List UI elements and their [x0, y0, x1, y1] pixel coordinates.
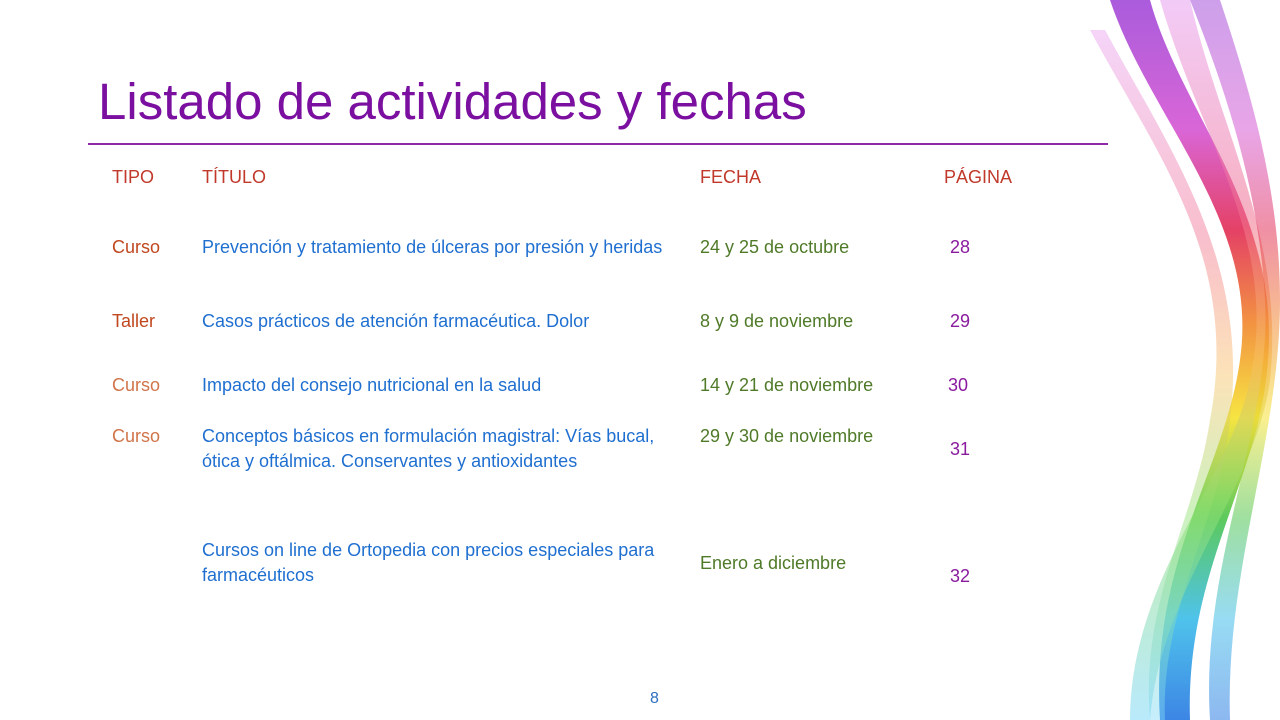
row-pagina: 29	[950, 311, 971, 331]
row-fecha: 24 y 25 de octubre	[700, 237, 850, 257]
row-titulo: Impacto del consejo nutricional en la salud	[202, 375, 542, 395]
row-tipo: Taller	[112, 311, 156, 331]
title-underline	[88, 143, 1108, 145]
row-titulo: Conceptos básicos en formulación magistral: Vías bucal, ótica y oftálmica. Conservantes y antioxidantes	[202, 426, 655, 471]
slide-title: Listado de actividades y fechas	[98, 73, 807, 130]
row-tipo: Curso	[112, 375, 161, 395]
row-fecha: 14 y 21 de noviembre	[700, 375, 874, 395]
row-titulo: Prevención y tratamiento de úlceras por presión y heridas	[202, 237, 663, 257]
row-pagina: 28	[950, 237, 971, 257]
header-pagina: PÁGINA	[944, 167, 1013, 187]
row-titulo: Casos prácticos de atención farmacéutica. Dolor	[202, 311, 590, 331]
header-titulo: TÍTULO	[202, 167, 267, 187]
row-fecha: 29 y 30 de noviembre	[700, 426, 874, 446]
row-fecha: 8 y 9 de noviembre	[700, 311, 854, 331]
row-titulo: Cursos on line de Ortopedia con precios especiales para farmacéuticos	[202, 540, 655, 585]
row-tipo: Curso	[112, 426, 161, 446]
header-tipo: TIPO	[112, 167, 155, 187]
row-pagina: 32	[950, 566, 971, 586]
rainbow-ribbon-decoration	[1090, 0, 1280, 720]
row-pagina: 30	[948, 375, 969, 395]
row-tipo: Curso	[112, 237, 161, 257]
row-pagina: 31	[950, 439, 971, 459]
slide-number: 8	[650, 690, 659, 707]
row-fecha: Enero a diciembre	[700, 553, 847, 573]
header-fecha: FECHA	[700, 167, 762, 187]
